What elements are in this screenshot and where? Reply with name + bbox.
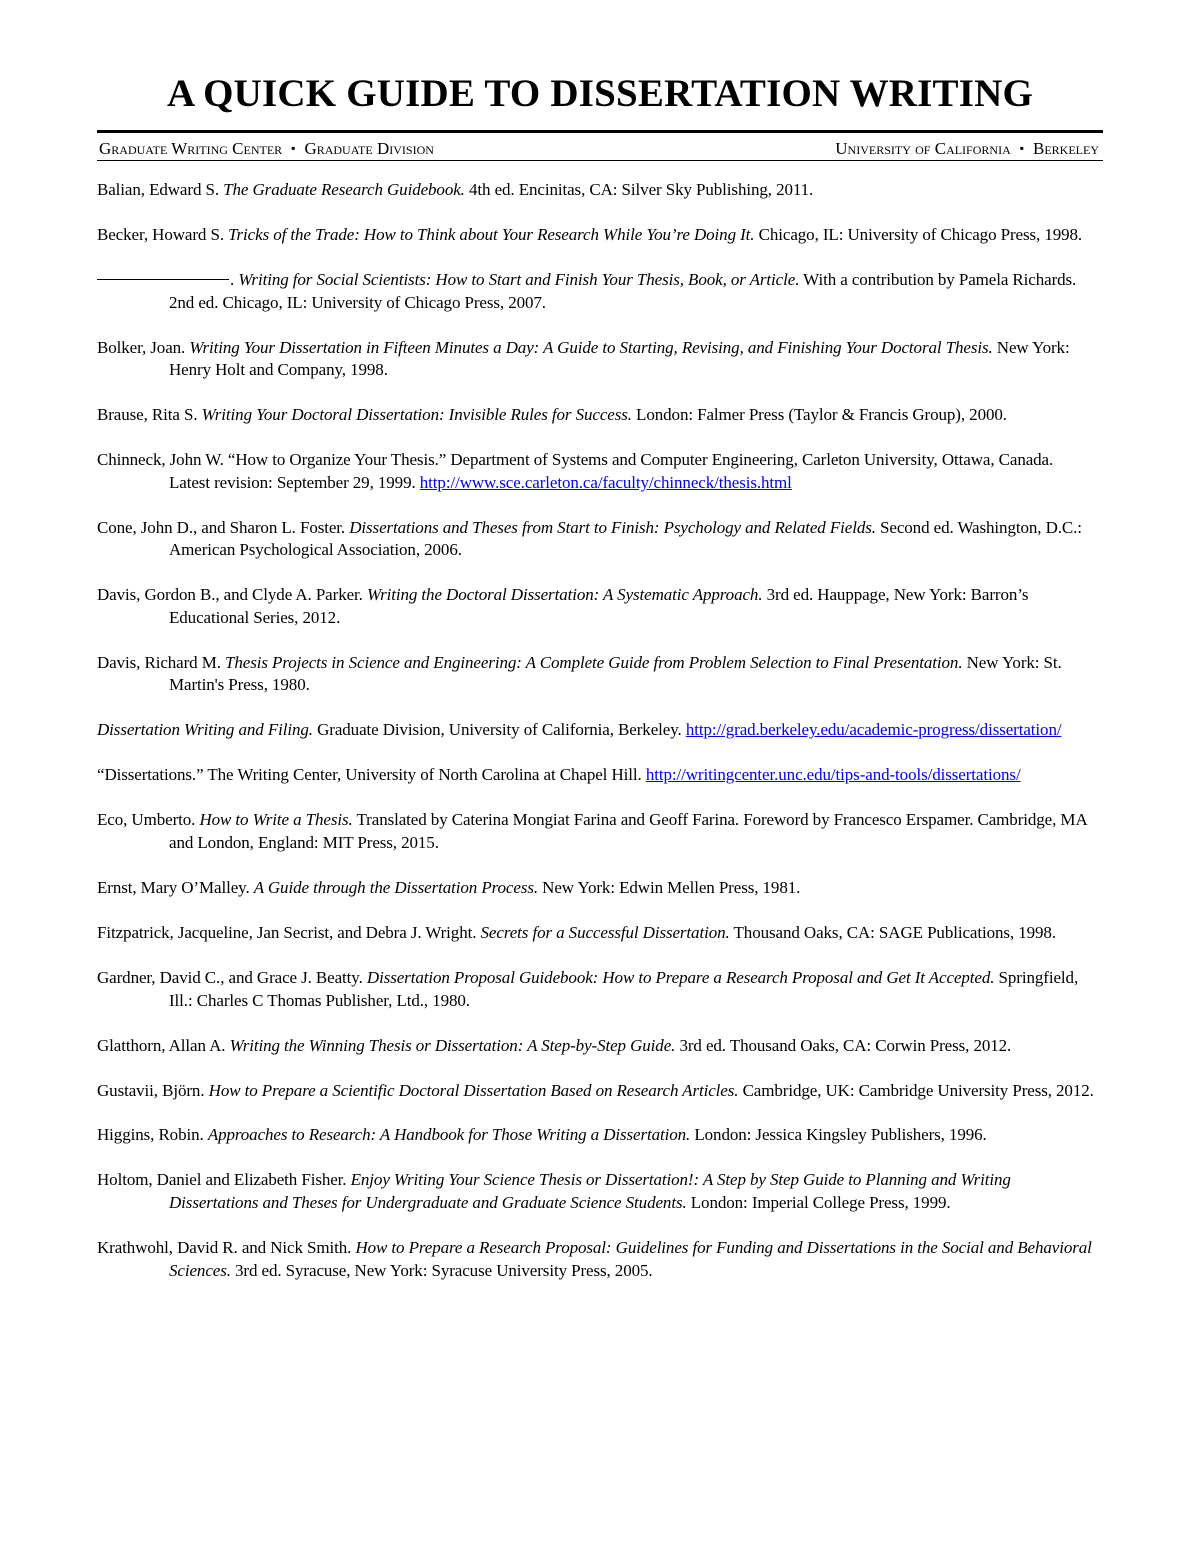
entry-author: Davis, Gordon B., and Clyde A. Parker. — [97, 585, 367, 605]
entry-publication: Thousand Oaks, CA: SAGE Publications, 1998. — [729, 922, 1056, 942]
header-rule-top — [97, 130, 1103, 133]
entry-title: How to Write a Thesis. — [199, 810, 353, 830]
entry-publication: 4th ed. Encinitas, CA: Silver Sky Publishing, 2011. — [464, 180, 814, 199]
bibliography-entry — [97, 1080, 1097, 1103]
entry-author: Chinneck, John W. “How to Organize Your Thesis.” Department of Systems and Computer Engineering, Carleton University, Ottawa, Canada. Latest revision: September 29, 1999. — [97, 450, 1054, 492]
entry-author: Becker, Howard S. — [97, 224, 229, 244]
header-writing-center: Graduate Writing Center — [99, 139, 283, 158]
entry-author: Ernst, Mary O’Malley. — [97, 877, 254, 897]
bibliography-entry — [97, 764, 1097, 787]
bibliography-entry — [97, 404, 1097, 427]
entry-author: . — [230, 269, 239, 289]
entry-title: How to Prepare a Research Proposal: Guidelines for Funding and Dissertations in the Social and Behavioral Sciences. — [169, 1238, 1092, 1280]
entry-author: Gardner, David C., and Grace J. Beatty. — [97, 967, 367, 987]
entry-title: Writing the Doctoral Dissertation: A Systematic Approach. — [366, 585, 763, 605]
bibliography-entry — [97, 449, 1097, 494]
entry-author: Brause, Rita S. — [97, 405, 202, 425]
entry-publication: Cambridge, UK: Cambridge University Press, 2012. — [738, 1080, 1094, 1100]
bibliography-list — [97, 179, 1097, 1305]
entry-title: Writing Your Doctoral Dissertation: Invisible Rules for Success. — [201, 405, 632, 425]
header-right — [835, 138, 1099, 159]
bibliography-entry — [97, 809, 1097, 854]
entry-title: Dissertation Writing and Filing. — [97, 720, 313, 740]
bibliography-entry — [97, 224, 1097, 247]
bibliography-entry — [97, 652, 1097, 697]
bibliography-entry — [97, 967, 1097, 1012]
bibliography-entry — [97, 1035, 1097, 1058]
entry-publication: London: Imperial College Press, 1999. — [686, 1193, 951, 1213]
bibliography-entry — [97, 1124, 1097, 1147]
bibliography-entry — [97, 1169, 1097, 1214]
entry-link[interactable]: http://writingcenter.unc.edu/tips-and-tools/dissertations/ — [645, 765, 1021, 785]
bibliography-entry — [97, 337, 1097, 382]
bibliography-entry — [97, 517, 1097, 562]
bibliography-entry — [97, 269, 1097, 314]
header-left — [99, 138, 434, 159]
entry-author: Gustavii, Björn. — [97, 1080, 209, 1100]
entry-author: Balian, Edward S. — [97, 180, 224, 199]
entry-link[interactable]: http://grad.berkeley.edu/academic-progress/dissertation/ — [685, 720, 1062, 740]
entry-publication: Translated by Caterina Mongiat Farina and Geoff Farina. Foreword by Francesco Erspamer. Cambridge, MA and London, England: MIT Press, 2015. — [169, 810, 1087, 852]
entry-publication: Graduate Division, University of California, Berkeley. — [312, 720, 686, 740]
entry-publication: Second ed. Washington, D.C.: American Psychological Association, 2006. — [169, 517, 1082, 560]
entry-publication: 3rd ed. Syracuse, New York: Syracuse University Press, 2005. — [230, 1260, 653, 1280]
header-university: University of California — [835, 139, 1011, 158]
bibliography-entry — [97, 922, 1097, 945]
entry-author: Krathwohl, David R. and Nick Smith. — [97, 1238, 356, 1258]
entry-title: Writing for Social Scientists: How to Start and Finish Your Thesis, Book, or Article. — [238, 269, 800, 289]
header-separator: ▪ — [1019, 141, 1024, 155]
bibliography-entry — [97, 877, 1097, 900]
entry-title: Tricks of the Trade: How to Think about Your Research While You’re Doing It. — [228, 224, 755, 244]
entry-author: Davis, Richard M. — [97, 652, 226, 672]
entry-title: Thesis Projects in Science and Engineering: A Complete Guide from Problem Selection to Final Presentation. — [225, 652, 963, 672]
entry-publication: With a contribution by Pamela Richards. 2nd ed. Chicago, IL: University of Chicago Press, 2007. — [169, 269, 1077, 312]
entry-publication: New York: St. Martin's Press, 1980. — [169, 652, 1062, 695]
bibliography-entry — [97, 584, 1097, 629]
entry-title: Dissertations and Theses from Start to Finish: Psychology and Related Fields. — [349, 517, 876, 537]
entry-author: Holtom, Daniel and Elizabeth Fisher. — [97, 1170, 351, 1190]
entry-author: Eco, Umberto. — [97, 810, 200, 830]
header-rule-bottom — [97, 160, 1103, 161]
entry-title: Dissertation Proposal Guidebook: How to Prepare a Research Proposal and Get It Accepted. — [366, 967, 995, 987]
header-division: Graduate Division — [304, 139, 434, 158]
entry-publication: London: Falmer Press (Taylor & Francis Group), 2000. — [631, 405, 1007, 425]
entry-title: Secrets for a Successful Dissertation. — [480, 922, 730, 942]
entry-title: A Guide through the Dissertation Process. — [253, 877, 539, 897]
entry-title: Enjoy Writing Your Science Thesis or Dissertation!: A Step by Step Guide to Planning and Writing Dissertations and Theses for Undergraduate and Graduate Science Students. — [169, 1170, 1011, 1213]
entry-publication: Chicago, IL: University of Chicago Press, 1998. — [754, 224, 1083, 244]
entry-title: The Graduate Research Guidebook. — [223, 180, 465, 199]
bibliography-entry — [97, 1237, 1097, 1282]
header-row — [97, 138, 1103, 158]
entry-publication: Springfield, Ill.: Charles C Thomas Publisher, Ltd., 1980. — [169, 967, 1079, 1010]
entry-publication: 3rd ed. Thousand Oaks, CA: Corwin Press, 2012. — [675, 1035, 1012, 1055]
entry-author: Higgins, Robin. — [97, 1125, 208, 1145]
header-separator: ▪ — [291, 141, 296, 155]
entry-author: Cone, John D., and Sharon L. Foster. — [97, 517, 350, 537]
entry-publication: New York: Edwin Mellen Press, 1981. — [538, 877, 801, 897]
bibliography-entry — [97, 179, 1097, 202]
entry-author: Bolker, Joan. — [97, 337, 190, 357]
entry-title: Writing the Winning Thesis or Dissertation: A Step-by-Step Guide. — [229, 1035, 676, 1055]
repeat-author-dash — [97, 279, 229, 280]
header-campus: Berkeley — [1033, 139, 1099, 158]
entry-author: Glatthorn, Allan A. — [97, 1035, 230, 1055]
entry-author: “Dissertations.” The Writing Center, University of North Carolina at Chapel Hill. — [97, 765, 646, 785]
entry-link[interactable]: http://www.sce.carleton.ca/faculty/chinneck/thesis.html — [419, 472, 792, 492]
page-title: A QUICK GUIDE TO DISSERTATION WRITING — [166, 72, 1034, 115]
entry-author: Fitzpatrick, Jacqueline, Jan Secrist, and Debra J. Wright. — [97, 922, 481, 942]
entry-publication: 3rd ed. Hauppage, New York: Barron’s Educational Series, 2012. — [169, 585, 1029, 627]
entry-title: Writing Your Dissertation in Fifteen Minutes a Day: A Guide to Starting, Revising, and Finishing Your Doctoral Thesis. — [189, 337, 993, 357]
entry-publication: London: Jessica Kingsley Publishers, 1996. — [690, 1125, 987, 1145]
entry-title: How to Prepare a Scientific Doctoral Dissertation Based on Research Articles. — [208, 1080, 739, 1100]
bibliography-entry — [97, 719, 1097, 742]
entry-publication: New York: Henry Holt and Company, 1998. — [169, 337, 1070, 380]
entry-title: Approaches to Research: A Handbook for Those Writing a Dissertation. — [207, 1125, 691, 1145]
